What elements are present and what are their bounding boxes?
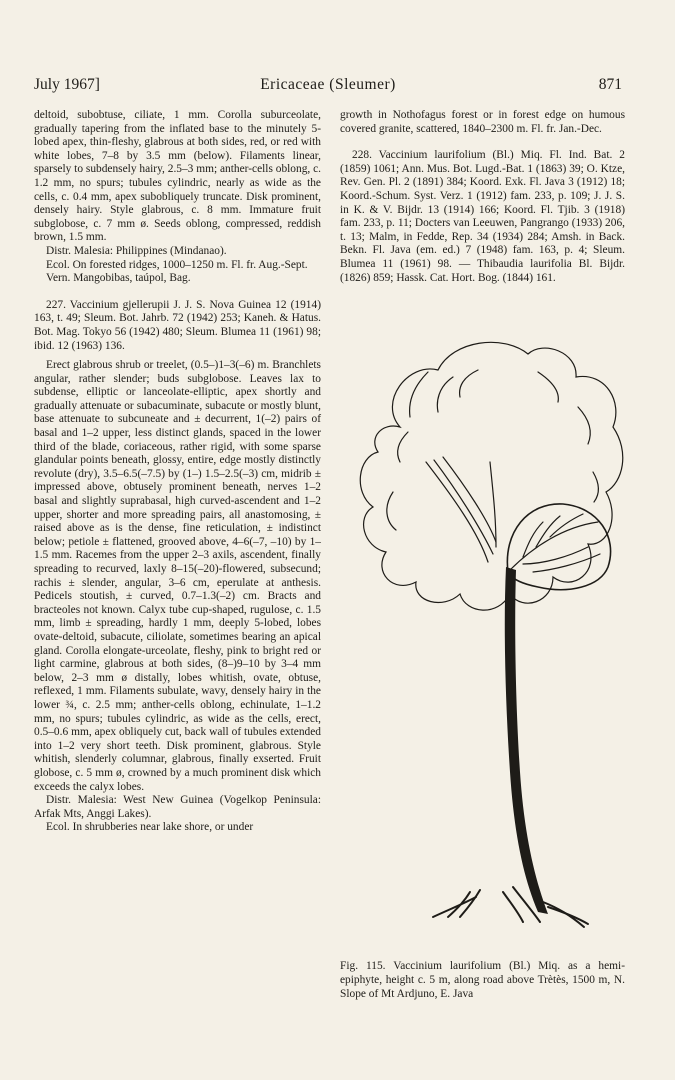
species-227-heading: 227. Vaccinium gjellerupii J. J. S. Nova Guinea 12 (1914) 163, t. 49; Sleum. Bot. Jahrb. 72 (1942) 253; Kaneh. & Hatus. Bot. Mag. Tokyo 56 (1942) 480; Sleum. Blumea 11 (1961) 98; ibid. 12 (1963) 136. — [34, 298, 321, 352]
header-date: July 1967] — [34, 76, 100, 93]
species-228-heading: 228. Vaccinium laurifolium (Bl.) Miq. Fl. Ind. Bat. 2 (1859) 1061; Ann. Mus. Bot. Lugd.-Bat. 1 (1863) 39; O. Ktze, Rev. Gen. Pl. 2 (1891) 384; Koord. Exk. Fl. Java 3 (1912) 18; Koord.-Schum. Syst. Verz. 1 (1912) fam. 233, p. 109; J. J. S. in K. & V. Bijdr. 13 (1914) 166; Koord. Fl. Tjib. 3 (1918) fam. 233, p. 11; Docters van Leeuwen, Pangrango (1933) 206, t. 13; Malm, in Fedde, Rep. 34 (1934) 284; Amsh. in Back. Bekn. Fl. Java (em. ed.) 7 (1948) fam. 163, p. 4; Sleum. Blumea 11 (1961) 98. — Thibaudia laurifolia Bl. Bijdr. (1826) 859; Hassk. Cat. Hort. Bog. (1844) 161. — [340, 149, 625, 284]
vernacular-1: Vern. Mangobibas, taúpol, Bag. — [46, 272, 191, 285]
running-header — [34, 76, 622, 98]
page-number: 871 — [598, 76, 622, 93]
figure-caption: Fig. 115. Vaccinium laurifolium (Bl.) Miq. as a hemi-epiphyte, height c. 5 m, along road above Trètès, 1500 m, N. Slope of Mt Ardjuno, E. Java — [340, 960, 625, 1000]
ecology-1: Ecol. On forested ridges, 1000–1250 m. Fl. fr. Aug.-Sept. — [46, 258, 308, 271]
distribution-1: Distr. Malesia: Philippines (Mindanao). — [46, 244, 227, 257]
header-title: Ericaceae (Sleumer) — [260, 76, 396, 93]
species-227-description: Erect glabrous shrub or treelet, (0.5–)1–3(–6) m. Branchlets angular, rather slender; buds subglobose. Leaves lax to subdense, elliptic or lanceolate-elliptic, apex shortly and gradually attenuate or subacuminate, subacute or mostly blunt, base attenuate to subcuneate and ± decurrent, 1(–2) pairs of basal and 1–2 upper, less distinct glands, spaced in the lower third of the blade, coriaceous, rather rigid, with some sparse glandular points beneath, glossy, entire, edge mostly distinctly revolute (dry), 3.5–6.5(–7.5) by (1–) 1.5–2.5(–3) cm, midrib ± impressed above, obtusely prominent beneath, nerves 1–2 basal and slightly suprabasal, high curved-ascendent and 1–2 upper, shorter and more spreading pairs, all anastomosing, ± raised above as is the dense, fine reticulation, ± indistinct below; petiole ± flattened, grooved above, 4–6(–7, –10) by 1–1.5 mm. Racemes from the upper 2–3 axils, ascendent, finally spreading to recurved, laxly 8–15(–20)-flowered, subsecund; rachis ± slender, angular, 3–6 cm, eperulate at anthesis. Pedicels stoutish, ± curved, 0.7–1.3(–2) cm. Bracts and bracteoles not known. Calyx tube cup-shaped, rugulose, c. 1.5 mm, limb ± spreading, hardly 1 mm, deeply 5-lobed, lobes ovate-deltoid, subacute, ciliolate, sometimes bearing an apical gland. Corolla elongate-urceolate, fleshy, pink to bright red or light carmine, glabrous at both sides, (8–)9–10 by 3–4 mm below, 2–3 mm ø distally, lobes whitish, ovate, obtuse, reflexed, 1 mm. Filaments subulate, wavy, densely hairy in the lower ¾, c. 2.5 mm; anther-cells oblong, echinulate, 1–1.2 mm, no spurs; tubules cylindric, as wide as the cells, erect, 0.5–0.6 mm, apex obliquely cut, back wall of tubules extended into 1–2 very short teeth. Disk prominent, glabrous. Style whitish, slenderly columnar, glabrous, finally exserted. Fruit globose, c. 5 mm ø, crowned by a much prominent disk which exceeds the calyx lobes. — [34, 359, 321, 793]
root-left — [433, 897, 476, 917]
paragraph-corolla: deltoid, subobtuse, ciliate, 1 mm. Corolla suburceolate, gradually tapering from the inflated base to the minutely 5-lobed apex, thin-fleshy, glabrous at both sides, red, or red with white lobes, 7–8 by 3.5 mm (below). Filaments linear, sparsely to subdensely hairy, 2.5–3 mm; anther-cells oblong, c. 1.2 mm, no spurs; tubules cylindric, nearly as wide as the cells, c. 0.4 mm, apex subobliquely truncate. Disk prominent, densely hairy. Style glabrous, c. 8 mm. Immature fruit subglobose, c. 7 mm ø. Seeds oblong, compressed, reddish brown, 1.5 mm. — [34, 109, 321, 244]
distribution-2: Distr. Malesia: West New Guinea (Vogelkop Peninsula: Arfak Mts, Anggi Lakes). — [34, 794, 321, 820]
figure-115-illustration — [338, 332, 626, 930]
right-column — [340, 109, 625, 285]
trunk — [505, 567, 548, 914]
ecology-2: Ecol. In shrubberies near lake shore, or under — [46, 821, 254, 834]
left-column — [34, 109, 321, 835]
ecology-continued: growth in Nothofagus forest or in forest edge on humous covered granite, scattered, 1840–2300 m. Fl. fr. Jan.-Dec. — [340, 109, 625, 135]
